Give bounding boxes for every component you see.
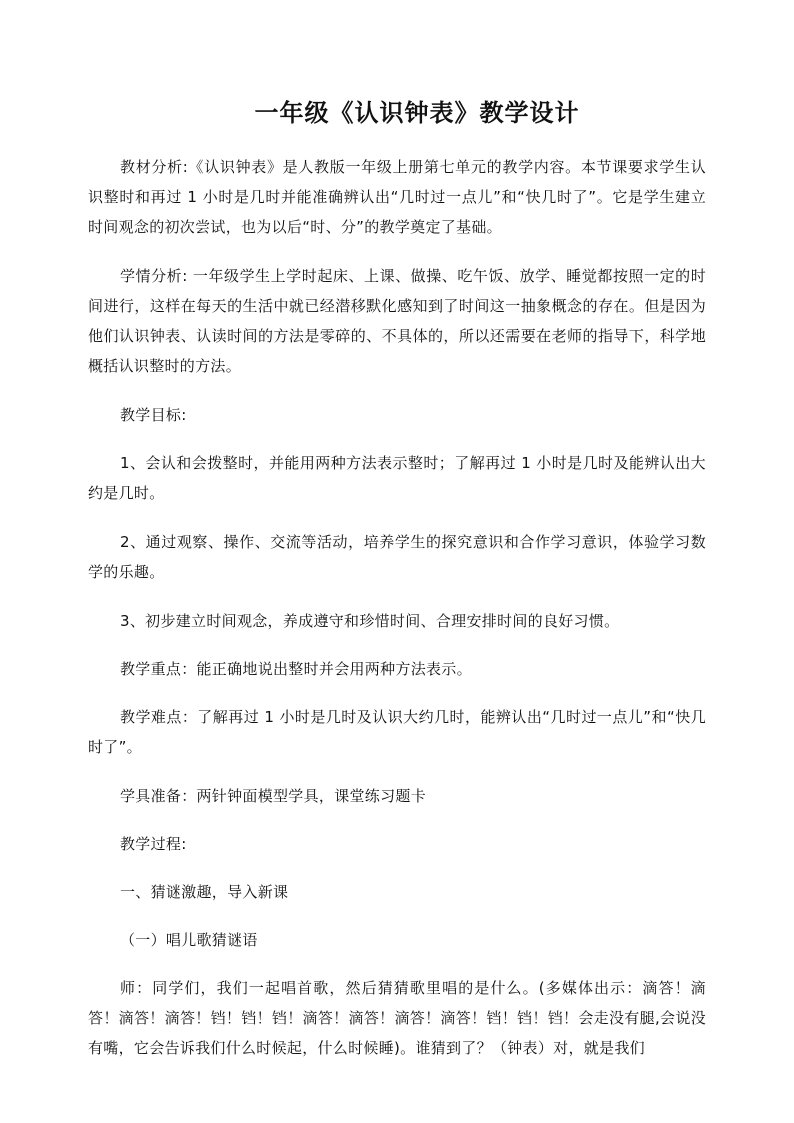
- paragraph-goal-2: 2、通过观察、操作、交流等活动，培养学生的探究意识和合作学习意识，体验学习数学的乐趣。: [88, 533, 706, 581]
- paragraph-materials: 学具准备：两针钟面模型学具，课堂练习题卡: [120, 787, 427, 805]
- paragraph-difficult-points: 教学难点：了解再过 1 小时是几时及认识大约几时，能辨认出“几时过一点儿”和“快几时了”。: [88, 708, 706, 756]
- paragraph-goal-3: 3、初步建立时间观念，养成遵守和珍惜时间、合理安排时间的良好习惯。: [120, 612, 620, 630]
- paragraph-textbook-analysis: 教材分析:《认识钟表》是人教版一年级上册第七单元的教学内容。本节课要求学生认识整时和再过 1 小时是几时并能准确辨认出“几时过一点儿”和“快几时了”。它是学生建立时间观念的初次尝试，也为以后“时、分”的教学奠定了基础。: [88, 158, 706, 236]
- paragraph-goal-1: 1、会认和会拨整时，并能用两种方法表示整时；了解再过 1 小时是几时及能辨认出大约是几时。: [88, 454, 706, 502]
- paragraph-section-1-heading: 一、猜谜激趣，导入新课: [120, 883, 289, 901]
- paragraph-teaching-goals-heading: 教学目标:: [120, 406, 187, 424]
- paragraph-key-points: 教学重点：能正确地说出整时并会用两种方法表示。: [120, 660, 472, 678]
- paragraph-subsection-1-heading: （一）唱儿歌猜谜语: [120, 931, 258, 949]
- paragraph-student-analysis: 学情分析: 一年级学生上学时起床、上课、做操、吃午饭、放学、睡觉都按照一定的时间进行，这样在每天的生活中就已经潜移默化感知到了时间这一抽象概念的存在。但是因为他们认识钟表、认读时间的方法是零碎的、不具体的，所以还需要在老师的指导下，科学地概括认识整时的方法。: [88, 267, 706, 375]
- paragraph-teacher-dialogue: 师：同学们，我们一起唱首歌，然后猜猜歌里唱的是什么。(多媒体出示：滴答！滴答！滴答！滴答！铛！铛！铛！滴答！滴答！滴答！滴答！铛！铛！铛！会走没有腿,会说没有嘴，它会告诉我们什么时候起，什么时候睡)。谁猜到了？（钟表）对，就是我们: [88, 979, 706, 1057]
- document-title: 一年级《认识钟表》教学设计: [254, 98, 580, 127]
- paragraph-process-heading: 教学过程:: [120, 835, 187, 853]
